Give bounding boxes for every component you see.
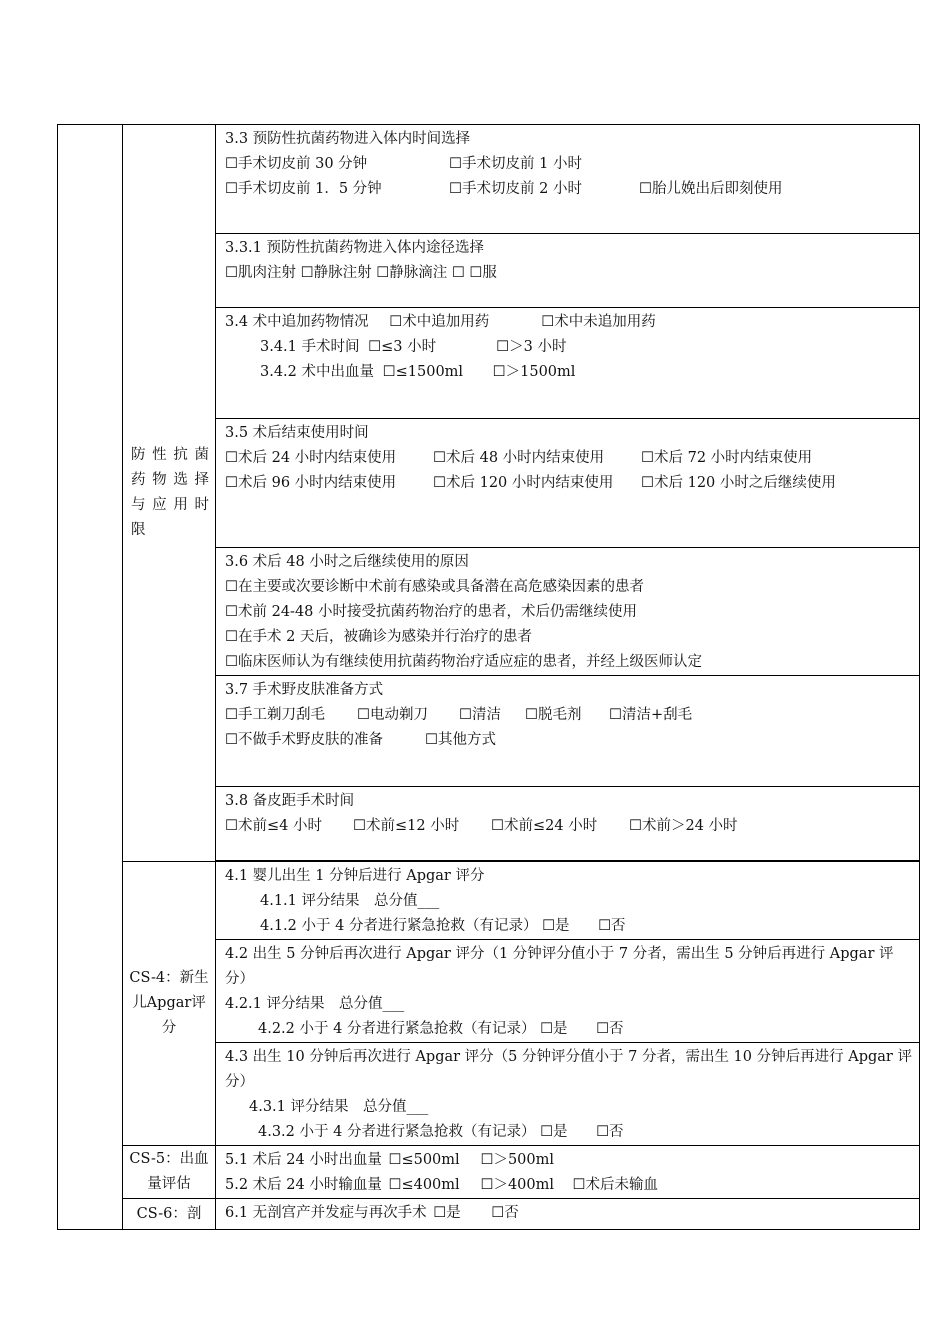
title-3-5: 3.5 术后结束使用时间	[225, 425, 369, 441]
cell-5	[216, 1146, 920, 1199]
checkbox-3-4-2-gt1500[interactable]: ☐＞1500ml	[492, 364, 576, 380]
checkbox-3-4-2-le1500[interactable]: ☐≤1500ml	[382, 364, 464, 380]
checkbox-3-3-1h[interactable]: ☐手术切皮前 1 小时	[449, 156, 582, 172]
title-3-8: 3.8 备皮距手术时间	[225, 793, 355, 809]
label-5-1: 5.1 术后 24 小时出血量	[225, 1152, 382, 1168]
title-3-4: 3.4 术中追加药物情况	[225, 314, 369, 330]
section-label-blood	[123, 1146, 216, 1199]
checkbox-3-3-1-5[interactable]: ☐手术切皮前 1．5 分钟	[225, 181, 382, 197]
cell-3-6	[216, 548, 920, 676]
cell-4-3	[216, 1043, 920, 1146]
cell-3-4	[216, 308, 920, 419]
cell-3-8	[216, 787, 920, 861]
checkbox-3-8-24h[interactable]: ☐术前≤24 小时	[491, 818, 598, 834]
checkbox-3-3-2h[interactable]: ☐手术切皮前 2 小时	[449, 181, 582, 197]
checkbox-5-1-gt500[interactable]: ☐＞500ml	[480, 1152, 555, 1168]
checkbox-3-8-4h[interactable]: ☐术前≤4 小时	[225, 818, 322, 834]
row-5	[58, 1146, 920, 1199]
label-4-2-2: 4.2.2 小于 4 分者进行紧急抢救（有记录）	[258, 1021, 536, 1037]
label-3-4-1: 3.4.1 手术时间	[260, 339, 360, 355]
title-4-1: 4.1 婴儿出生 1 分钟后进行 Apgar 评分	[225, 868, 485, 884]
checkbox-3-4-1-gt3[interactable]: ☐＞3 小时	[496, 339, 567, 355]
checkbox-3-4-not-added[interactable]: ☐术中未追加用药	[541, 314, 656, 330]
checkbox-6-1-no[interactable]: ☐否	[491, 1205, 519, 1221]
checkbox-5-2-le400[interactable]: ☐≤400ml	[388, 1177, 460, 1193]
section-label-antibiotic-text: 防性抗菌药物选择与应用时限	[131, 447, 211, 538]
checkbox-4-1-2-yes[interactable]: ☐是	[542, 918, 570, 934]
checkbox-4-2-2-no[interactable]: ☐否	[596, 1021, 624, 1037]
cell-3-3	[216, 125, 920, 234]
title-3-3-1: 3.3.1 预防性抗菌药物进入体内途径选择	[225, 240, 485, 256]
title-3-6: 3.6 术后 48 小时之后继续使用的原因	[225, 554, 469, 570]
checkbox-3-5-120h[interactable]: ☐术后 120 小时内结束使用	[433, 475, 614, 491]
row-4-1	[58, 862, 920, 940]
checkbox-3-6-2[interactable]: ☐术前 24-48 小时接受抗菌药物治疗的患者，术后仍需继续使用	[225, 604, 638, 620]
checkbox-group-route[interactable]: ☐肌肉注射 ☐静脉注射 ☐静脉滴注 ☐ ☐服	[225, 265, 497, 281]
checkbox-3-7-none[interactable]: ☐不做手术野皮肤的准备	[225, 732, 383, 748]
label-4-1-2: 4.1.2 小于 4 分者进行紧急抢救（有记录）	[260, 918, 538, 934]
checkbox-3-6-4[interactable]: ☐临床医师认为有继续使用抗菌药物治疗适应症的患者，并经上级医师认定	[225, 654, 702, 670]
checkbox-3-5-48h[interactable]: ☐术后 48 小时内结束使用	[433, 450, 605, 466]
checkbox-3-4-added[interactable]: ☐术中追加用药	[389, 314, 490, 330]
checkbox-3-6-3[interactable]: ☐在手术 2 天后，被确诊为感染并行治疗的患者	[225, 629, 532, 645]
cell-3-3-1	[216, 234, 920, 308]
cell-4-1	[216, 862, 920, 940]
section-label-antibiotic	[123, 125, 216, 862]
checkbox-3-8-12h[interactable]: ☐术前≤12 小时	[353, 818, 460, 834]
checkbox-3-6-1[interactable]: ☐在主要或次要诊断中术前有感染或具备潜在高危感染因素的患者	[225, 579, 644, 595]
cell-3-5	[216, 419, 920, 548]
checkbox-3-5-24h[interactable]: ☐术后 24 小时内结束使用	[225, 450, 397, 466]
title-3-3: 3.3 预防性抗菌药物进入体内时间选择	[225, 131, 471, 147]
section-label-apgar-text: CS-4：新生儿Apgar评分	[129, 970, 209, 1036]
row-3-3	[58, 125, 920, 234]
section-label-cs6-text: CS-6：剖	[136, 1206, 202, 1222]
checkbox-3-5-96h[interactable]: ☐术后 96 小时内结束使用	[225, 475, 397, 491]
label-5-2: 5.2 术后 24 小时输血量	[225, 1177, 382, 1193]
checkbox-4-2-2-yes[interactable]: ☐是	[540, 1021, 568, 1037]
left-blank-column	[58, 125, 123, 1230]
checkbox-3-5-after-120h[interactable]: ☐术后 120 小时之后继续使用	[641, 475, 836, 491]
checkbox-5-2-no-transfusion[interactable]: ☐术后未输血	[572, 1177, 658, 1193]
checkbox-3-7-manual[interactable]: ☐手工剃刀刮毛	[225, 707, 325, 723]
title-4-2: 4.2 出生 5 分钟后再次进行 Apgar 评分（1 分钟评分值小于 7 分者，需出生 5 分钟后再进行 Apgar 评分）	[225, 946, 894, 987]
label-4-3-2: 4.3.2 小于 4 分者进行紧急抢救（有记录）	[258, 1124, 536, 1140]
title-3-7: 3.7 手术野皮肤准备方式	[225, 682, 384, 698]
checkbox-3-7-clean[interactable]: ☐清洁	[459, 707, 501, 723]
cell-4-2	[216, 940, 920, 1043]
cell-6	[216, 1199, 920, 1230]
section-label-blood-text: CS-5：出血量评估	[129, 1151, 209, 1192]
title-4-3: 4.3 出生 10 分钟后再次进行 Apgar 评分（5 分钟评分值小于 7 分者，需出生 10 分钟后再进行 Apgar 评分）	[225, 1049, 912, 1090]
section-label-cs6	[123, 1199, 216, 1230]
checkbox-3-7-electric[interactable]: ☐电动剃刀	[357, 707, 428, 723]
checkbox-3-8-gt24h[interactable]: ☐术前＞24 小时	[629, 818, 738, 834]
checkbox-3-7-clean-shave[interactable]: ☐清洁+刮毛	[609, 707, 693, 723]
label-3-4-2: 3.4.2 术中出血量	[260, 364, 375, 380]
checkbox-4-1-2-no[interactable]: ☐否	[598, 918, 626, 934]
section-label-apgar	[123, 862, 216, 1146]
checkbox-3-7-other[interactable]: ☐其他方式	[425, 732, 496, 748]
score-4-2-1[interactable]: 4.2.1 评分结果 总分值___	[225, 996, 405, 1012]
row-6	[58, 1199, 920, 1230]
checkbox-3-3-after-birth[interactable]: ☐胎儿娩出后即刻使用	[639, 181, 783, 197]
checkbox-3-7-depilatory[interactable]: ☐脱毛剂	[525, 707, 582, 723]
score-4-1-1[interactable]: 4.1.1 评分结果 总分值___	[260, 893, 440, 909]
label-6-1: 6.1 无剖宫产并发症与再次手术	[225, 1205, 427, 1221]
checkbox-4-3-2-yes[interactable]: ☐是	[540, 1124, 568, 1140]
clinical-form-table	[57, 124, 920, 1230]
score-4-3-1[interactable]: 4.3.1 评分结果 总分值___	[249, 1099, 429, 1115]
checkbox-6-1-yes[interactable]: ☐是	[433, 1205, 461, 1221]
checkbox-5-1-le500[interactable]: ☐≤500ml	[388, 1152, 460, 1168]
checkbox-5-2-gt400[interactable]: ☐＞400ml	[480, 1177, 555, 1193]
checkbox-3-5-72h[interactable]: ☐术后 72 小时内结束使用	[641, 450, 813, 466]
checkbox-4-3-2-no[interactable]: ☐否	[596, 1124, 624, 1140]
cell-3-7	[216, 676, 920, 787]
checkbox-3-4-1-le3[interactable]: ☐≤3 小时	[368, 339, 437, 355]
checkbox-3-3-30min[interactable]: ☐手术切皮前 30 分钟	[225, 156, 368, 172]
